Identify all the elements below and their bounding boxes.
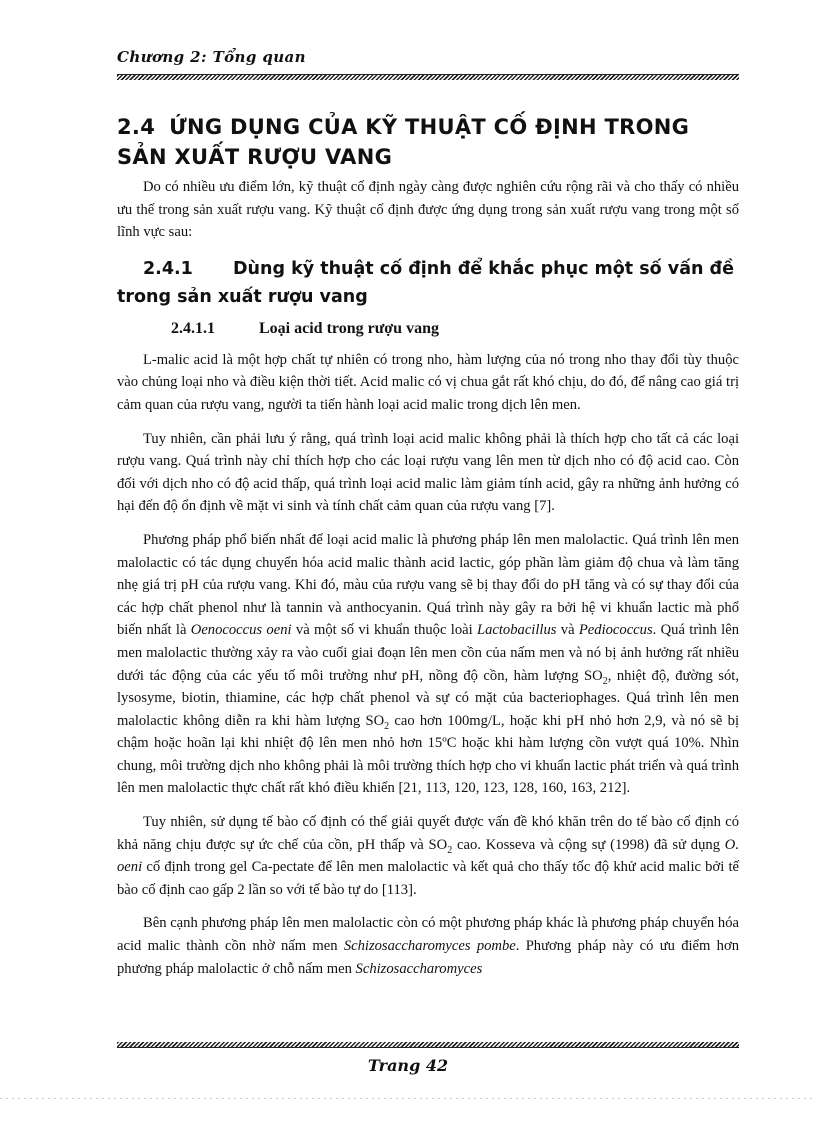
paragraph-2: Tuy nhiên, cần phải lưu ý rằng, quá trình loại acid malic không phải là thích hợp cho tất cả các loại rượu vang. Quá trình này chỉ thích hợp cho các loại rượu vang lên men từ dịch nho có độ acid cao. Còn đối với dịch nho có độ acid thấp, quá trình loại acid malic làm giảm tính acid, gây ra những ảnh hưởng có hại đến độ ổn định về mặt vi sinh và tính chất cảm quan của rượu vang [7]. [117,430,739,515]
page-body [117,112,739,991]
paragraph-3: Phương pháp phổ biến nhất để loại acid malic là phương pháp lên men malolactic. Quá trình lên men malolactic có tác dụng chuyển hóa acid malic thành acid lactic, góp phần làm giảm độ chua và làm tăng nhẹ giá trị pH của rượu vang. Khi đó, màu của rượu vang sẽ bị thay đổi do pH tăng và có sự thay đổi của các hợp chất phenol như là tannin và anthocyanin. Quá trình này gây ra bởi hệ vi khuẩn lactic mà phổ biến nhất là Oenococcus oeni và một số vi khuẩn thuộc loài Lactobacillus và Pediococcus. Quá trình lên men malolactic thường xảy ra vào cuối giai đoạn lên men cồn của nấm men và nó bị ảnh hưởng rất nhiều dưới tác động của các yếu tố môi trường như pH, nồng độ cồn, hàm lượng $SO_2$, nhiệt độ, đường sót, lysosyme, biotin, thiamine, các hợp chất phenol và sự có mặt của bacteriophages. Quá trình lên men malolactic không diễn ra khi hàm lượng $SO_2$ cao hơn 100mg/L, hoặc khi pH nhỏ hơn 2,9, và nó sẽ bị chậm hoặc hoãn lại khi nhiệt độ lên men nhỏ hơn 15ºC hoặc khi hàm lượng cồn vượt quá 10%. Nhìn chung, môi trường dịch nho không phải là môi trường thích hợp cho vi khuẩn lactic phát triển và quá trình lên men malolactic thực chất rất khó điều khiển [21, 113, 120, 123, 128, 160, 163, 212]. [117,531,739,797]
section-intro: Do có nhiều ưu điểm lớn, kỹ thuật cố định ngày càng được nghiên cứu rộng rãi và cho thấy có nhiều ưu thế trong sản xuất rượu vang. Kỹ thuật cố định được ứng dụng trong sản xuất rượu vang trong một số lĩnh vực sau: [117,179,739,241]
subsection-number: 2.4.1 [143,258,193,279]
paragraph-4: Tuy nhiên, sử dụng tế bào cố định có thể giải quyết được vấn đề khó khăn trên do tế bào cố định có khả năng chịu được sự ức chế của cồn, pH thấp và $SO_2$ cao. Kosseva và cộng sự (1998) đã sử dụng O. oeni cố định trong gel Ca-pectate để lên men malolactic và kết quả cho thấy tốc độ khử acid malic bởi tế bào cố định cao gấp 2 lần so với tế bào tự do [113]. [117,814,739,898]
subsection-title: Dùng kỹ thuật cố định để khắc phục một số vấn đề trong sản xuất rượu vang [117,258,734,307]
header-divider [117,74,739,80]
subsection-heading [117,255,739,311]
page-number: Trang 42 [367,1056,449,1075]
subsubsection-title: Loại acid trong rượu vang [259,319,439,337]
section-number: 2.4 [117,115,156,139]
section-heading [117,112,739,172]
subsubsection-heading [117,317,739,341]
paragraph-1: L-malic acid là một hợp chất tự nhiên có trong nho, hàm lượng của nó trong nho thay đổi tùy thuộc vào chủng loại nho và điều kiện thời tiết. Acid malic có vị chua gắt rất khó chịu, do đó, để nâng cao giá trị cảm quan của rượu vang, người ta tiến hành loại acid malic trong dịch lên men. [117,351,739,413]
subsubsection-number: 2.4.1.1 [171,319,215,337]
page-edge-dots [0,1098,816,1099]
chapter-header: Chương 2: Tổng quan [117,48,306,66]
paragraph-5: Bên cạnh phương pháp lên men malolactic còn có một phương pháp khác là phương pháp chuyển hóa acid malic thành cồn nhờ nấm men Schizosaccharomyces pombe. Phương pháp này có ưu điểm hơn phương pháp malolactic ở chỗ nấm men Schizosaccharomyces [117,915,739,977]
section-title: ỨNG DỤNG CỦA KỸ THUẬT CỐ ĐỊNH TRONG SẢN XUẤT RƯỢU VANG [117,115,690,169]
footer-divider [117,1042,739,1048]
